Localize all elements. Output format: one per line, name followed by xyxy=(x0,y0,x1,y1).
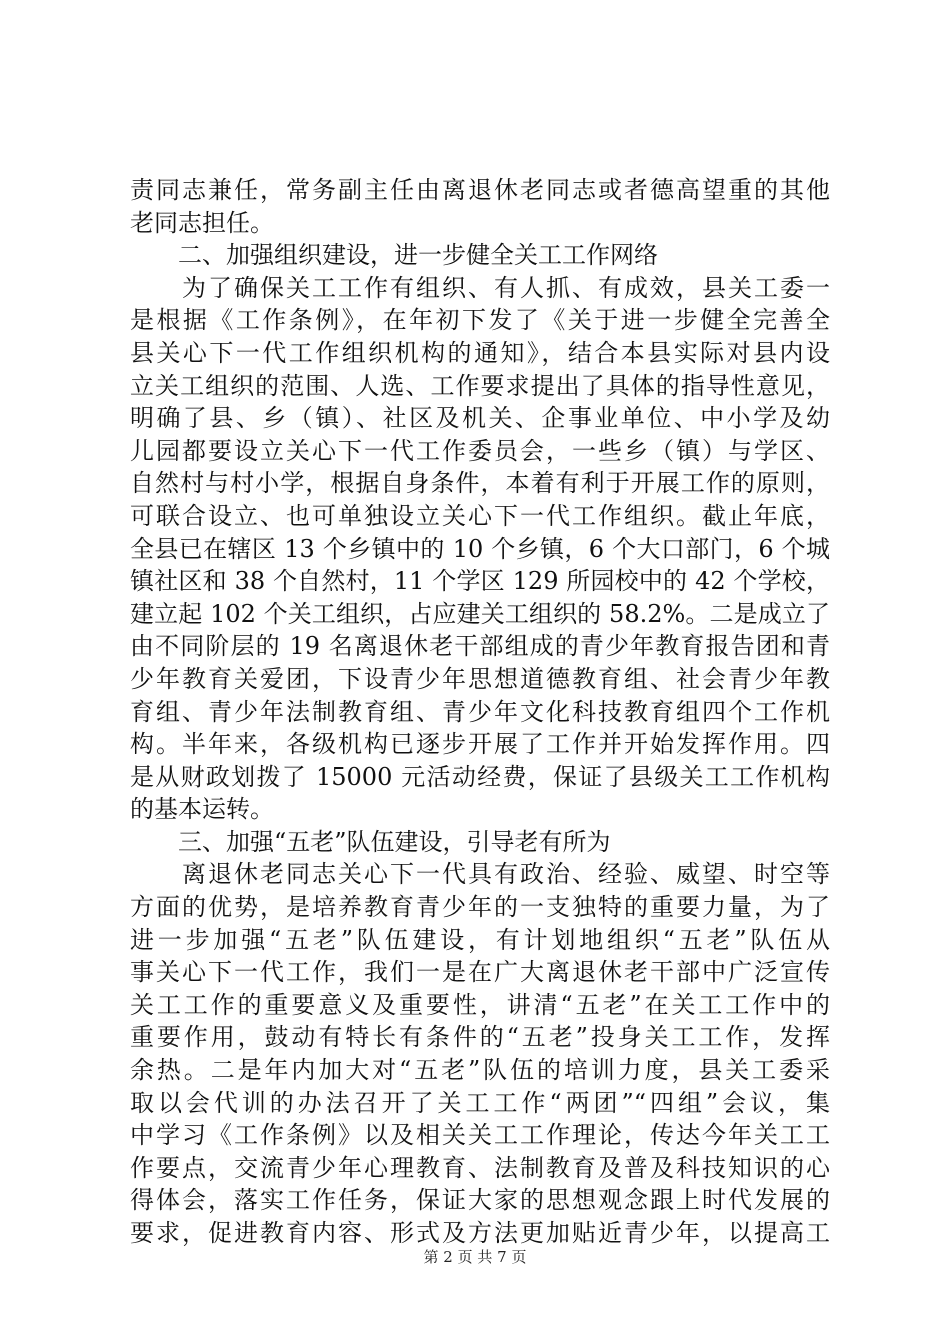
body-line: 儿园都要设立关心下一代工作委员会，一些乡（镇）与学区、 xyxy=(130,436,830,465)
body-line: 镇社区和 38 个自然村，11 个学区 129 所园校中的 42 个学校， xyxy=(130,567,830,596)
body-line: 老同志担任。 xyxy=(130,208,274,237)
body-line: 得体会，落实工作任务，保证大家的思想观念跟上时代发展的 xyxy=(130,1186,830,1215)
body-line: 少年教育关爱团，下设青少年思想道德教育组、社会青少年教 xyxy=(130,664,830,693)
body-line: 全县已在辖区 13 个乡镇中的 10 个乡镇，6 个大口部门，6 个城 xyxy=(130,534,830,563)
body-line: 离退休老同志关心下一代具有政治、经验、威望、时空等 xyxy=(130,860,830,889)
body-line: 建立起 102 个关工组织，占应建关工组织的 58.2%。二是成立了 xyxy=(130,599,830,628)
body-line: 进一步加强“五老”队伍建设，有计划地组织“五老”队伍从 xyxy=(130,925,830,954)
body-line: 可联合设立、也可单独设立关心下一代工作组织。截止年底， xyxy=(130,501,830,530)
body-line: 的基本运转。 xyxy=(130,795,274,824)
body-line: 余热。二是年内加大对“五老”队伍的培训力度，县关工委采 xyxy=(130,1056,830,1085)
body-line: 县关心下一代工作组织机构的通知》，结合本县实际对县内设 xyxy=(130,338,830,367)
body-line: 是根据《工作条例》，在年初下发了《关于进一步健全完善全 xyxy=(130,306,830,335)
body-line: 明确了县、乡（镇）、社区及机关、企事业单位、中小学及幼 xyxy=(130,404,830,433)
page-footer: 第 2 页 共 7 页 xyxy=(423,1248,527,1266)
body-line: 自然村与村小学，根据自身条件，本着有利于开展工作的原则， xyxy=(130,469,830,498)
body-line: 关工工作的重要意义及重要性，讲清“五老”在关工工作中的 xyxy=(130,990,830,1019)
document-body xyxy=(130,174,830,1250)
body-line: 育组、青少年法制教育组、青少年文化科技教育组四个工作机 xyxy=(130,697,830,726)
body-line: 是从财政划拨了 15000 元活动经费，保证了县级关工工作机构 xyxy=(130,762,830,791)
body-line: 取以会代训的办法召开了关工工作“两团”“四组”会议，集 xyxy=(130,1088,830,1117)
body-line: 中学习《工作条例》以及相关关工工作理论，传达今年关工工 xyxy=(130,1121,830,1150)
body-line: 责同志兼任，常务副主任由离退休老同志或者德高望重的其他 xyxy=(130,176,830,204)
body-line: 方面的优势，是培养教育青少年的一支独特的重要力量，为了 xyxy=(130,893,830,922)
body-line: 构。半年来，各级机构已逐步开展了工作并开始发挥作用。四 xyxy=(130,730,830,759)
body-line: 三、加强“五老”队伍建设，引导老有所为 xyxy=(130,827,611,856)
body-line: 重要作用，鼓动有特长有条件的“五老”投身关工工作，发挥 xyxy=(130,1023,830,1052)
body-line: 事关心下一代工作，我们一是在广大离退休老干部中广泛宣传 xyxy=(130,958,830,987)
body-line: 为了确保关工工作有组织、有人抓、有成效，县关工委一 xyxy=(130,273,830,302)
body-line: 二、加强组织建设，进一步健全关工工作网络 xyxy=(130,241,658,270)
body-line: 要求，促进教育内容、形式及方法更加贴近青少年，以提高工 xyxy=(130,1219,830,1247)
body-line: 由不同阶层的 19 名离退休老干部组成的青少年教育报告团和青 xyxy=(130,632,830,661)
body-line: 立关工组织的范围、人选、工作要求提出了具体的指导性意见， xyxy=(130,371,830,400)
body-line: 作要点，交流青少年心理教育、法制教育及普及科技知识的心 xyxy=(130,1153,830,1182)
